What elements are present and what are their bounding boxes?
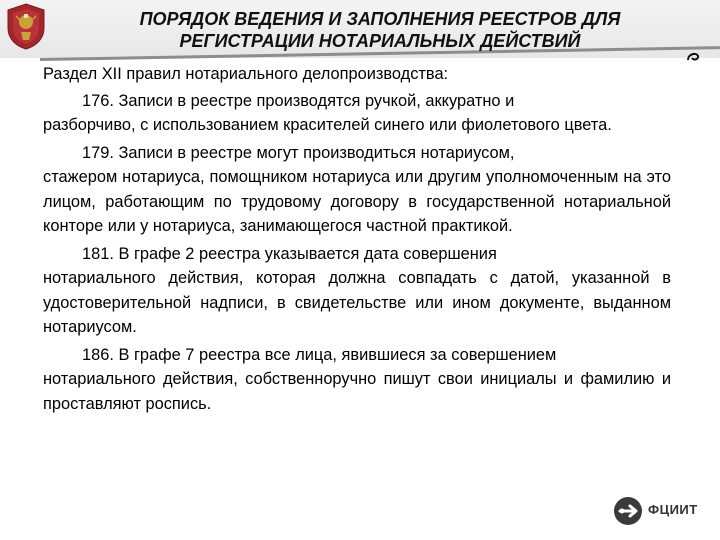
paragraph-text: разборчиво, с использованием красителей синего или фиолетового цвета. <box>43 116 612 134</box>
rule-paragraph-176 <box>43 89 671 138</box>
paragraph-text: нотариального действия, собственноручно пишут свои инициалы и фамилию и проставляют роспись. <box>43 370 671 413</box>
paragraph-text: стажером нотариуса, помощником нотариуса или другим уполномоченным на это лицом, работающим по трудовому договору в государственной нотариальной конторе или у нотариуса, занимающегося частной практикой. <box>43 168 671 235</box>
title-line-2: РЕГИСТРАЦИИ НОТАРИАЛЬНЫХ ДЕЙСТВИЙ <box>179 31 581 51</box>
notary-emblem-icon <box>4 2 48 50</box>
rule-paragraph-181 <box>43 242 671 340</box>
fciit-logo <box>612 494 712 528</box>
paragraph-first-line: 181. В графе 2 реестра указывается дата совершения <box>82 244 497 263</box>
paragraph-first-line: 186. В графе 7 реестра все лица, явившиеся за совершением <box>82 345 557 364</box>
logo-text: ФЦИИТ <box>648 502 698 517</box>
paragraph-first-line: 176. Записи в реестре производятся ручкой, аккуратно и <box>82 91 515 110</box>
title-line-1: ПОРЯДОК ВЕДЕНИЯ И ЗАПОЛНЕНИЯ РЕЕСТРОВ ДЛЯ <box>139 9 621 29</box>
page-title <box>60 8 700 52</box>
fciit-logo-icon <box>612 495 644 527</box>
paragraph-first-line: 179. Записи в реестре могут производиться нотариусом, <box>82 143 515 162</box>
rule-paragraph-186 <box>43 343 671 417</box>
document-body <box>43 62 671 419</box>
section-intro: Раздел XII правил нотариального делопроизводства: <box>43 65 449 83</box>
rule-paragraph-179 <box>43 141 671 239</box>
paragraph-text: нотариального действия, которая должна совпадать с датой, указанной в удостоверительной надписи, в свидетельстве или ином документе, выданном нотариусом. <box>43 269 671 336</box>
decorative-swirl-icon <box>684 48 702 66</box>
